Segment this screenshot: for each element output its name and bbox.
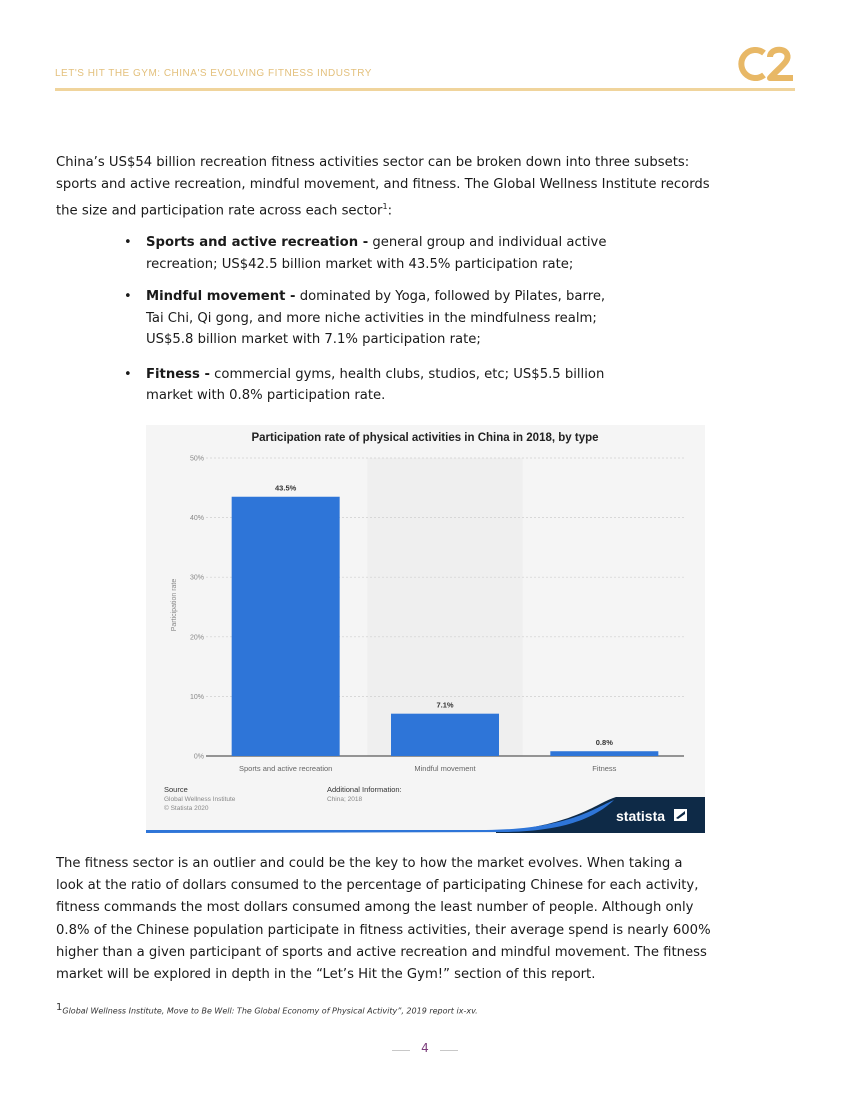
y-tick-label: 40% [189, 515, 204, 523]
y-tick-label: 0% [193, 753, 204, 761]
page-dash-right [440, 1050, 458, 1051]
bar-1 [232, 497, 340, 756]
intro-paragraph: China’s US$54 billion recreation fitness activities sector can be broken down into three subsets: sports and active recreation, mindful movement, and fitness. The Global Wellness Institute records the size and participation rate across each sector$^1$: [56, 155, 710, 219]
bullet-dot-icon: • [124, 289, 132, 304]
bar-value-label: 0.8% [595, 738, 613, 748]
source-line-1: Global Wellness Institute [164, 796, 236, 803]
document-header-title: LET'S HIT THE GYM: CHINA'S EVOLVING FITNESS INDUSTRY [55, 68, 372, 79]
chart-canvas [146, 425, 705, 833]
bullet-dot-icon: • [124, 235, 132, 250]
x-category-label: Fitness [592, 764, 617, 773]
participation-chart [146, 425, 705, 833]
source-label: Source [164, 785, 188, 794]
statista-brand: statista [616, 808, 666, 824]
bar-2 [391, 714, 499, 756]
bullet-fitness: • Fitness - commercial gyms, health clubs, studios, etc; US$5.5 billion market with 0.8% participation rate. [124, 364, 614, 407]
source-line-2: © Statista 2020 [164, 805, 209, 812]
page-dash-left [392, 1050, 410, 1051]
bullet-sports: • Sports and active recreation - general group and individual active recreation; US$42.5 billion market with 43.5% participation rate; [124, 232, 614, 275]
bullet-dot-icon: • [124, 366, 132, 382]
c2-logo [737, 44, 799, 84]
y-axis-label: Participation rate [171, 578, 178, 632]
page-number: 4 [421, 1041, 429, 1055]
page-number-block [380, 1040, 470, 1060]
y-tick-label: 30% [189, 574, 204, 582]
y-tick-label: 20% [189, 634, 204, 642]
closing-paragraph: The fitness sector is an outlier and could be the key to how the market evolves. When taking a look at the ratio of dollars consumed to the percentage of participating Chinese for each activity, fitness commands the most dollars consumed among the least number of people. Although only 0.8% of the Chinese population participate in fitness activities, their average spend is nearly 600% higher than a given participant of sports and active recreation and mindful movement. The fitness market will be explored in depth in the “Let’s Hit the Gym!” section of this report. [56, 856, 711, 983]
additional-info-text: China; 2018 [327, 796, 363, 803]
additional-info-label: Additional Information: [327, 785, 402, 794]
bar-value-label: 7.1% [436, 700, 454, 710]
chart-title: Participation rate of physical activities in China in 2018, by type [251, 432, 599, 444]
bar-value-label: 43.5% [275, 483, 297, 493]
header-divider [55, 88, 795, 91]
footnote: $^1$Global Wellness Institute, Move to Be Well: The Global Economy of Physical Activity”, 2019 report ix-xv. [56, 1002, 478, 1016]
x-category-label: Sports and active recreation [238, 764, 333, 773]
bullet-mindful: • Mindful movement - dominated by Yoga, followed by Pilates, barre, Tai Chi, Qi gong, and more niche activities in the mindfulness realm; US$5.8 billion market with 7.1% participation rate; [124, 286, 614, 351]
chart-band-highlight [367, 458, 522, 756]
y-tick-label: 10% [189, 693, 204, 701]
bar-3 [550, 751, 658, 756]
sector-bullet-list [124, 232, 614, 407]
y-tick-label: 50% [189, 455, 204, 463]
x-category-label: Mindful movement [414, 764, 476, 773]
